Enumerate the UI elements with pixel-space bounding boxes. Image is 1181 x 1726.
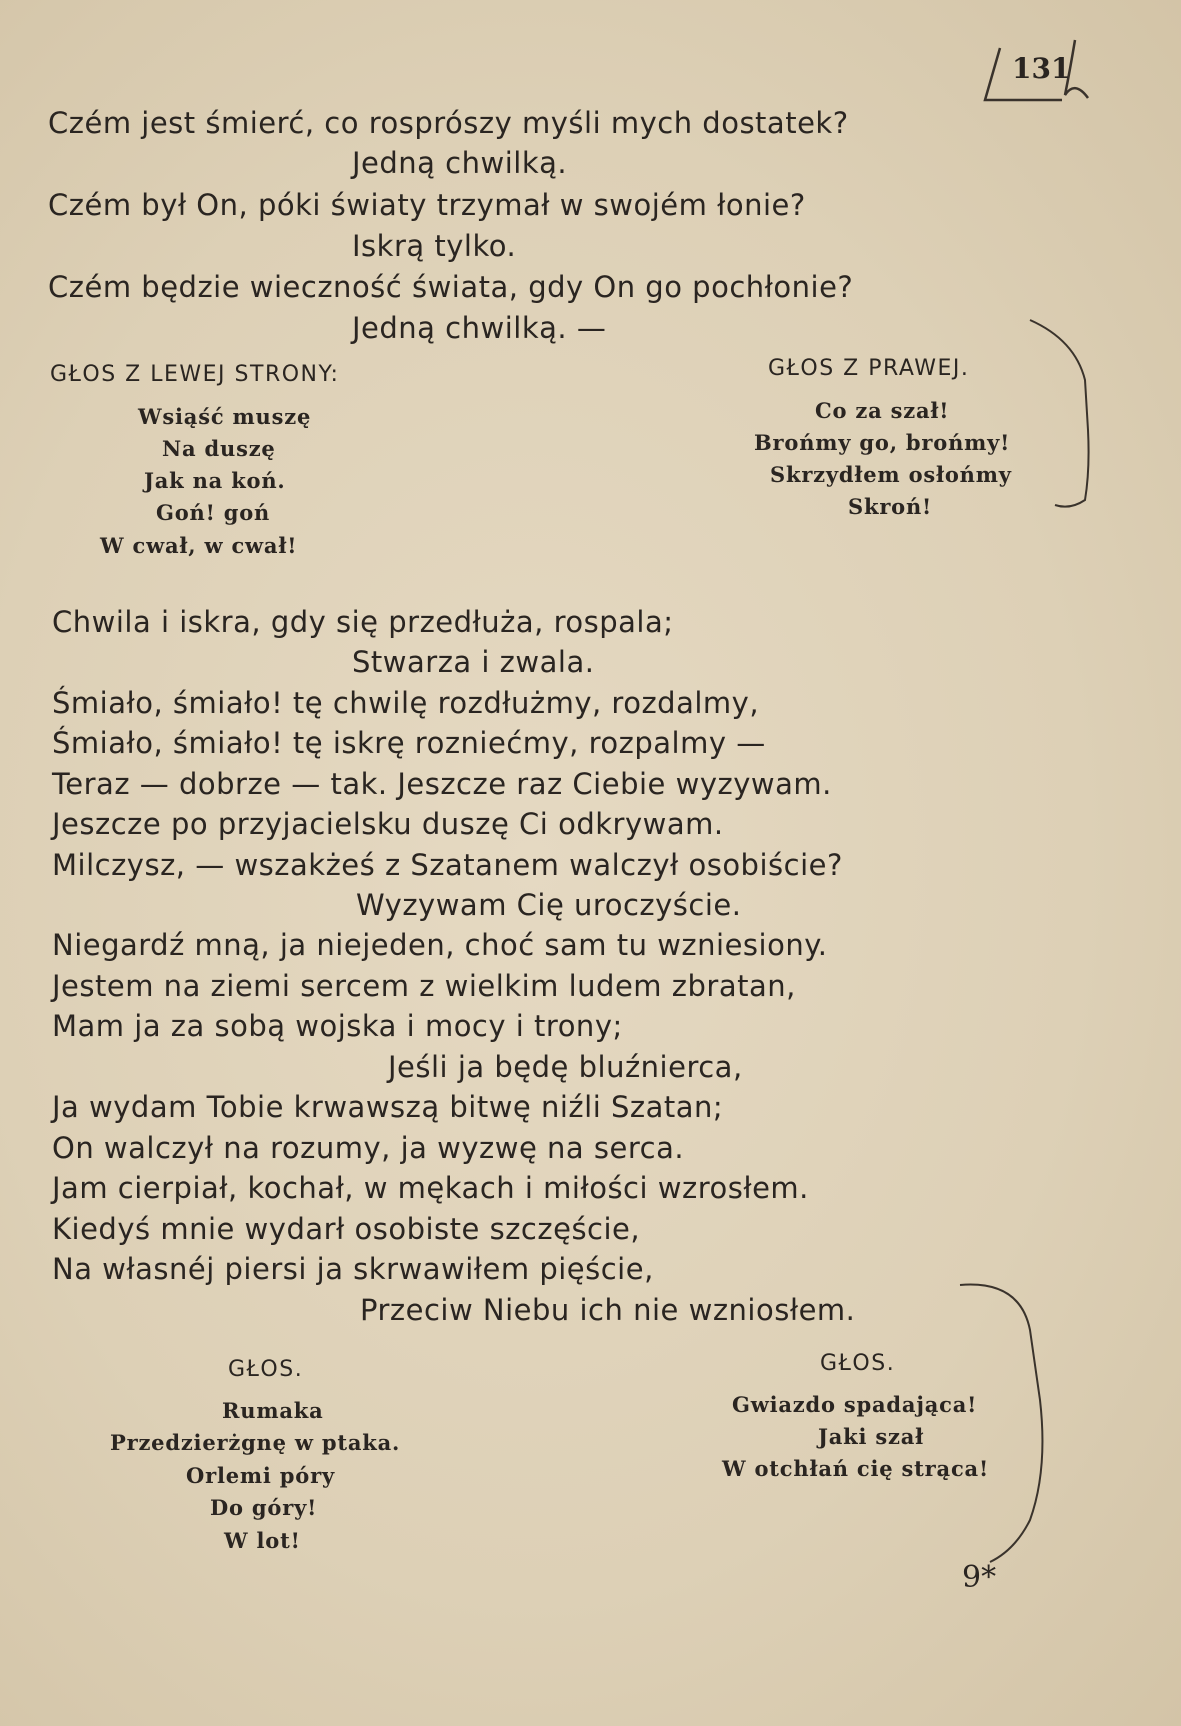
verse-line: Stwarza i zwala. [352, 645, 595, 679]
verse-line: Śmiało, śmiało! tę chwilę rozdłużmy, rozdalmy, [52, 686, 760, 720]
verse-line: Jedną chwilką. [352, 146, 568, 180]
voice-left2-line: Przedzierżgnę w ptaka. [110, 1430, 401, 1455]
voice-right-line: Co za szał! [815, 398, 950, 423]
voice-left2-line: Do góry! [210, 1495, 318, 1520]
voice-left-line: W cwał, w cwał! [100, 533, 298, 558]
verse-line: Czém będzie wieczność świata, gdy On go pochłonie? [48, 270, 854, 304]
verse-line: Mam ja za sobą wojska i mocy i trony; [52, 1009, 623, 1043]
voice-left2-heading: GŁOS. [228, 1357, 304, 1382]
voice-right2-line: W otchłań cię strąca! [722, 1456, 989, 1481]
voice-left-line: Jak na koń. [144, 468, 286, 493]
page-number: 131 [1012, 52, 1071, 85]
signature-mark: 9* [962, 1560, 997, 1595]
voice-right2-heading: GŁOS. [820, 1351, 896, 1376]
verse-line: Jeszcze po przyjacielsku duszę Ci odkrywam. [52, 807, 724, 841]
verse-line: Przeciw Niebu ich nie wzniosłem. [360, 1293, 856, 1327]
verse-line: Czém jest śmierć, co rosprószy myśli mych dostatek? [48, 106, 849, 140]
verse-line: Jedną chwilką. — [352, 311, 607, 345]
voice-right2-line: Jaki szał [818, 1424, 925, 1449]
verse-line: Iskrą tylko. [352, 229, 517, 263]
verse-line: Jam cierpiał, kochał, w mękach i miłości wzrosłem. [52, 1171, 809, 1205]
voice-right-line: Skroń! [848, 494, 933, 519]
voice-right-heading: GŁOS Z PRAWEJ. [768, 356, 970, 381]
verse-line: Jeśli ja będę bluźnierca, [388, 1050, 743, 1084]
verse-line: On walczył na rozumy, ja wyzwę na serca. [52, 1131, 685, 1165]
verse-line: Śmiało, śmiało! tę iskrę rozniećmy, rozpalmy — [52, 726, 766, 760]
verse-line: Wyzywam Cię uroczyście. [356, 888, 742, 922]
verse-line: Czém był On, póki światy trzymał w swojém łonie? [48, 188, 806, 222]
verse-line: Kiedyś mnie wydarł osobiste szczęście, [52, 1212, 641, 1246]
voice-left-line: Na duszę [162, 436, 276, 461]
verse-line: Jestem na ziemi sercem z wielkim ludem zbratan, [52, 969, 796, 1003]
voice-left2-line: Orlemi póry [186, 1463, 335, 1488]
voice-right-line: Skrzydłem osłońmy [770, 462, 1012, 487]
voice-left2-line: W lot! [224, 1528, 301, 1553]
voice-right-line: Brońmy go, brońmy! [754, 430, 1011, 455]
verse-line: Teraz — dobrze — tak. Jeszcze raz Ciebie wyzywam. [52, 767, 832, 801]
voice-left2-line: Rumaka [222, 1398, 324, 1423]
verse-line: Chwila i iskra, gdy się przedłuża, rospala; [52, 605, 674, 639]
verse-line: Milczysz, — wszakżeś z Szatanem walczył osobiście? [52, 848, 843, 882]
voice-right2-line: Gwiazdo spadająca! [732, 1392, 978, 1417]
verse-line: Na własnéj piersi ja skrwawiłem pięście, [52, 1252, 654, 1286]
verse-line: Niegardź mną, ja niejeden, choć sam tu wzniesiony. [52, 928, 828, 962]
voice-left-heading: GŁOS Z LEWEJ STRONY: [50, 362, 340, 387]
voice-left-line: Goń! goń [156, 500, 271, 525]
verse-line: Ja wydam Tobie krwawszą bitwę niźli Szatan; [52, 1090, 724, 1124]
voice-left-line: Wsiąść muszę [138, 404, 312, 429]
